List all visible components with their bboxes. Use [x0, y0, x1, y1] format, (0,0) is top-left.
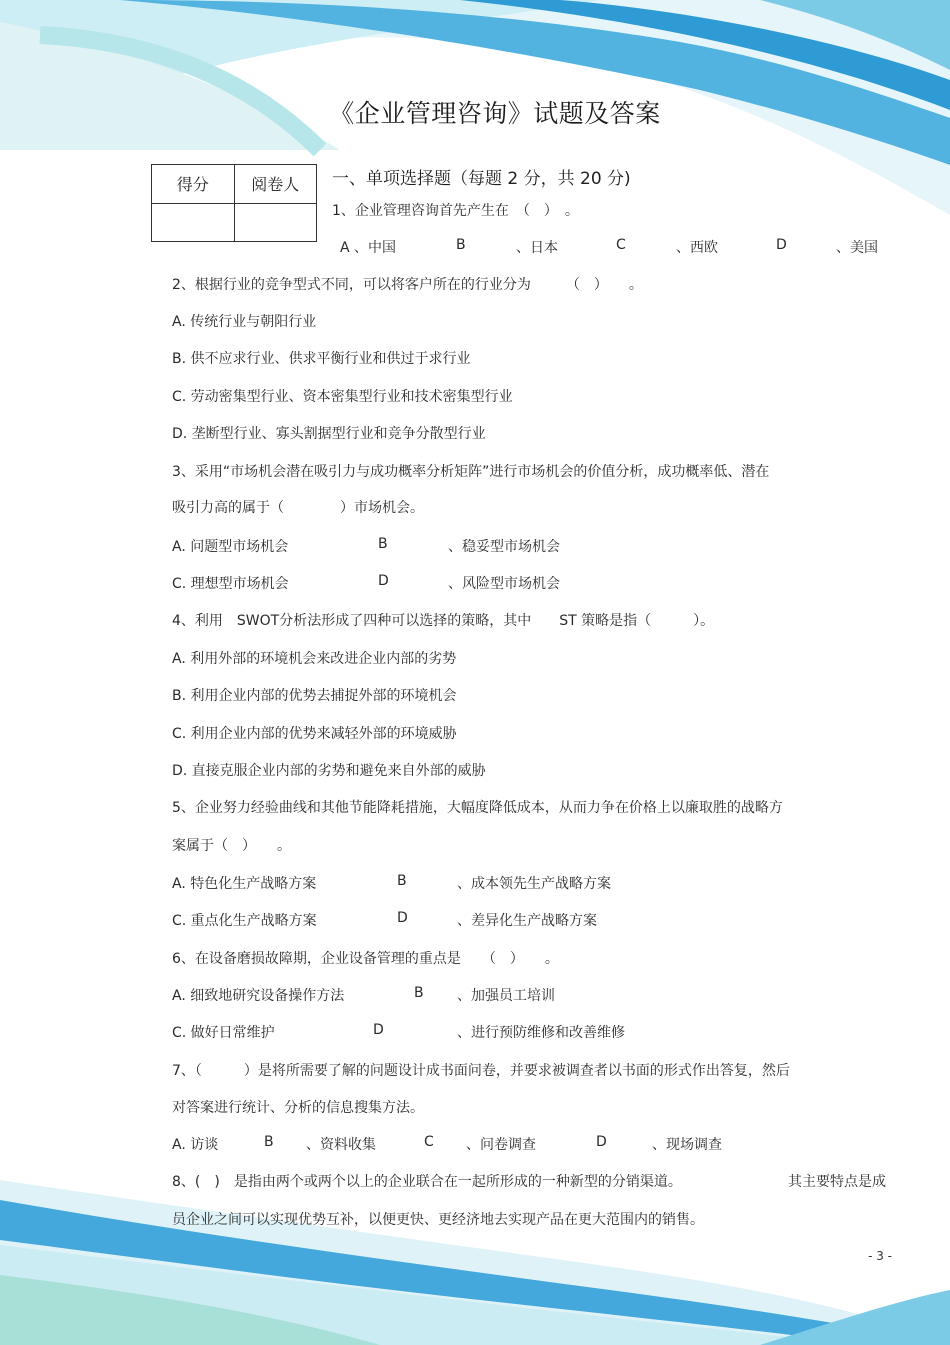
question-8-stem-line-2: 员企业之间可以实现优势互补，以便更快、更经济地去实现产品在更大范围内的销售。: [172, 1212, 704, 1228]
question-5-stem-line-2: 案属于（ ） 。: [172, 838, 291, 854]
option-a: A. 问题型市场机会: [172, 539, 289, 555]
option-d-text: 、差异化生产战略方案: [457, 913, 597, 929]
option-b-letter: B: [264, 1134, 274, 1150]
question-7-stem-line-2: 对答案进行统计、分析的信息搜集方法。: [172, 1100, 424, 1116]
option-c-text: 、问卷调查: [466, 1137, 536, 1153]
score-table: [151, 164, 317, 242]
option-d-letter: D: [373, 1022, 384, 1038]
option-c: C. 理想型市场机会: [172, 576, 289, 592]
question-3-stem-line-1: 3、采用“市场机会潜在吸引力与成功概率分析矩阵”进行市场机会的价值分析，成功概率低、潜在: [172, 464, 770, 480]
option-b-text: 、日本: [516, 240, 558, 256]
question-5-stem-line-1: 5、企业努力经验曲线和其他节能降耗措施，大幅度降低成本，从而力争在价格上以廉取胜的战略方: [172, 800, 783, 816]
option-a: A 、中国: [340, 240, 397, 256]
question-4-option-b: B. 利用企业内部的优势去捕捉外部的环境机会: [172, 688, 457, 704]
option-c: C. 做好日常维护: [172, 1025, 275, 1041]
question-4-stem: 4、利用 SWOT分析法形成了四种可以选择的策略，其中 ST 策略是指（ ）。: [172, 613, 715, 629]
option-d-letter: D: [596, 1134, 607, 1150]
question-6-options-row-2: [0, 1022, 950, 1044]
option-d-text: 、现场调查: [652, 1137, 722, 1153]
option-d-letter: D: [776, 237, 787, 253]
option-a: A. 细致地研究设备操作方法: [172, 988, 345, 1004]
page-title: 《企业管理咨询》试题及答案: [329, 99, 661, 128]
question-8-stem-line-1-tail: 其主要特点是成: [788, 1174, 886, 1190]
question-2-option-b: B. 供不应求行业、供求平衡行业和供过于求行业: [172, 351, 471, 367]
option-c-letter: C: [616, 237, 626, 253]
question-3-options-row-1: [0, 536, 950, 558]
page-number: - 3 -: [868, 1249, 892, 1263]
question-3-options-row-2: [0, 573, 950, 595]
option-b-text: 、加强员工培训: [457, 988, 555, 1004]
question-1-options: [0, 237, 950, 259]
grader-cell: [234, 203, 317, 242]
option-d-text: 、进行预防维修和改善维修: [457, 1025, 625, 1041]
question-2-stem: 2、根据行业的竞争型式不同，可以将客户所在的行业分为 （ ） 。: [172, 277, 643, 293]
question-7-stem-line-1: 7、（ ）是将所需要了解的问题设计成书面问卷，并要求被调查者以书面的形式作出答复，然后: [172, 1063, 790, 1079]
option-b-text: 、稳妥型市场机会: [448, 539, 560, 555]
option-d-text: 、风险型市场机会: [448, 576, 560, 592]
option-d-letter: D: [397, 910, 408, 926]
grader-header: 阅卷人: [234, 165, 317, 204]
section-heading: 一、单项选择题（每题 2 分，共 20 分): [332, 169, 631, 189]
question-4-option-c: C. 利用企业内部的优势来减轻外部的环境威胁: [172, 726, 457, 742]
score-header: 得分: [152, 165, 235, 204]
question-2-option-a: A. 传统行业与朝阳行业: [172, 314, 317, 330]
question-4-option-d: D. 直接克服企业内部的劣势和避免来自外部的威胁: [172, 763, 486, 779]
question-4-option-a: A. 利用外部的环境机会来改进企业内部的劣势: [172, 651, 457, 667]
question-2-option-d: D. 垄断型行业、寡头割据型行业和竞争分散型行业: [172, 426, 486, 442]
question-1-stem: 1、企业管理咨询首先产生在 （ ） 。: [332, 203, 579, 219]
option-c: C. 重点化生产战略方案: [172, 913, 317, 929]
option-b-letter: B: [456, 237, 466, 253]
question-3-stem-line-2: 吸引力高的属于（ ）市场机会。: [172, 500, 424, 516]
score-cell: [152, 203, 235, 242]
option-b-letter: B: [397, 873, 407, 889]
question-8-stem-row: [0, 1171, 950, 1193]
option-a: A. 访谈: [172, 1137, 219, 1153]
option-a: A. 特色化生产战略方案: [172, 876, 317, 892]
option-c-text: 、西欧: [676, 240, 718, 256]
question-7-options: [0, 1134, 950, 1156]
option-c-letter: C: [424, 1134, 434, 1150]
option-d-text: 、美国: [836, 240, 878, 256]
option-b-text: 、成本领先生产战略方案: [457, 876, 611, 892]
question-6-stem: 6、在设备磨损故障期，企业设备管理的重点是 （ ） 。: [172, 951, 559, 967]
question-6-options-row-1: [0, 985, 950, 1007]
question-5-options-row-2: [0, 910, 950, 932]
question-2-option-c: C. 劳动密集型行业、资本密集型行业和技术密集型行业: [172, 389, 513, 405]
option-d-letter: D: [378, 573, 389, 589]
option-b-letter: B: [414, 985, 424, 1001]
option-b-text: 、资料收集: [306, 1137, 376, 1153]
question-5-options-row-1: [0, 873, 950, 895]
question-8-stem-line-1: 8、( ) 是指由两个或两个以上的企业联合在一起所形成的一种新型的分销渠道。: [172, 1174, 682, 1190]
option-b-letter: B: [378, 536, 388, 552]
